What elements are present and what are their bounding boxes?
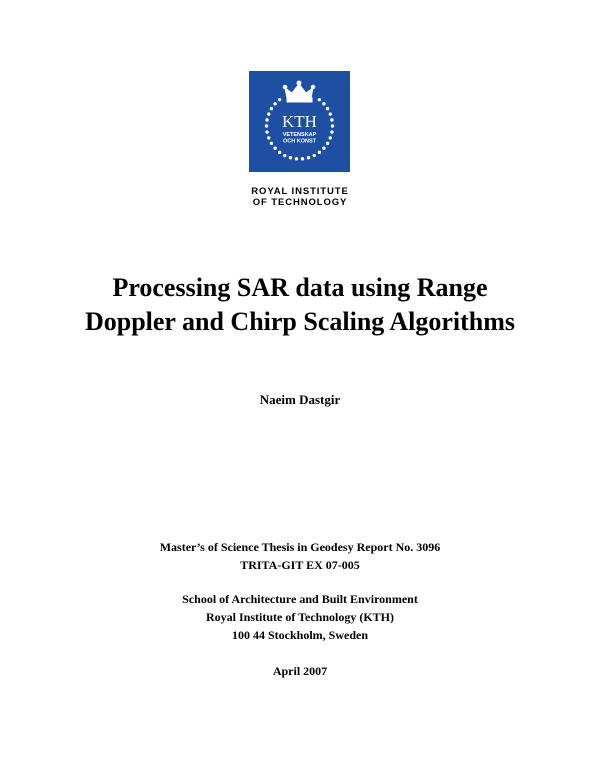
crest-dot <box>289 156 292 159</box>
kth-motto-line2: OCH KONST <box>283 138 316 145</box>
kth-wordmark: KTH <box>282 112 317 131</box>
crest-dot <box>330 130 333 133</box>
crest-dot <box>273 102 276 105</box>
crest-dot <box>270 142 273 145</box>
crest-dot <box>265 124 268 127</box>
author-name: Naeim Dastgir <box>259 392 341 407</box>
institution-line2: Royal Institute of Technology (KTH) <box>205 610 394 624</box>
crest-dot <box>270 107 273 110</box>
crest-dot <box>278 98 281 101</box>
crest-dot <box>331 124 334 127</box>
crest-dot <box>318 98 321 101</box>
crest-dot <box>322 147 325 150</box>
logo-caption <box>180 186 420 208</box>
title-line2: Doppler and Chirp Scaling Algorithms <box>84 307 516 336</box>
crest-dot <box>267 112 270 115</box>
kth-logo <box>249 71 350 172</box>
crest-dot <box>301 157 304 160</box>
crest-dot <box>273 147 276 150</box>
logo-caption-line1: ROYAL INSTITUTE <box>251 186 349 197</box>
crest-dot <box>313 154 316 157</box>
crest-dot <box>295 157 298 160</box>
crest-dot <box>326 142 329 145</box>
institution-line1: School of Architecture and Built Environment <box>182 592 418 606</box>
crest-dot <box>326 107 329 110</box>
report-details <box>60 538 540 644</box>
report-line1: Master’s of Science Thesis in Geodesy Report No. 3096 <box>159 540 441 554</box>
logo-caption-line2: OF TECHNOLOGY <box>252 197 348 208</box>
institution-line3: 100 44 Stockholm, Sweden <box>231 628 368 642</box>
crest-dot <box>330 118 333 121</box>
thesis-title <box>40 271 560 339</box>
crest-dot <box>278 151 281 154</box>
crest-dot <box>283 154 286 157</box>
crest-dot <box>318 151 321 154</box>
crest-dot <box>307 156 310 159</box>
crest-dot <box>322 102 325 105</box>
crest-dot <box>265 118 268 121</box>
kth-motto-line1: VETENSKAP <box>282 132 317 138</box>
kth-crest-icon <box>249 71 350 172</box>
publication-date: April 2007 <box>272 664 328 678</box>
report-line2: TRITA-GIT EX 07-005 <box>240 558 360 572</box>
crest-dot <box>267 136 270 139</box>
crest-dot <box>329 136 332 139</box>
title-line1: Processing SAR data using Range <box>112 273 488 302</box>
crest-dot <box>329 112 332 115</box>
crest-dot <box>265 130 268 133</box>
